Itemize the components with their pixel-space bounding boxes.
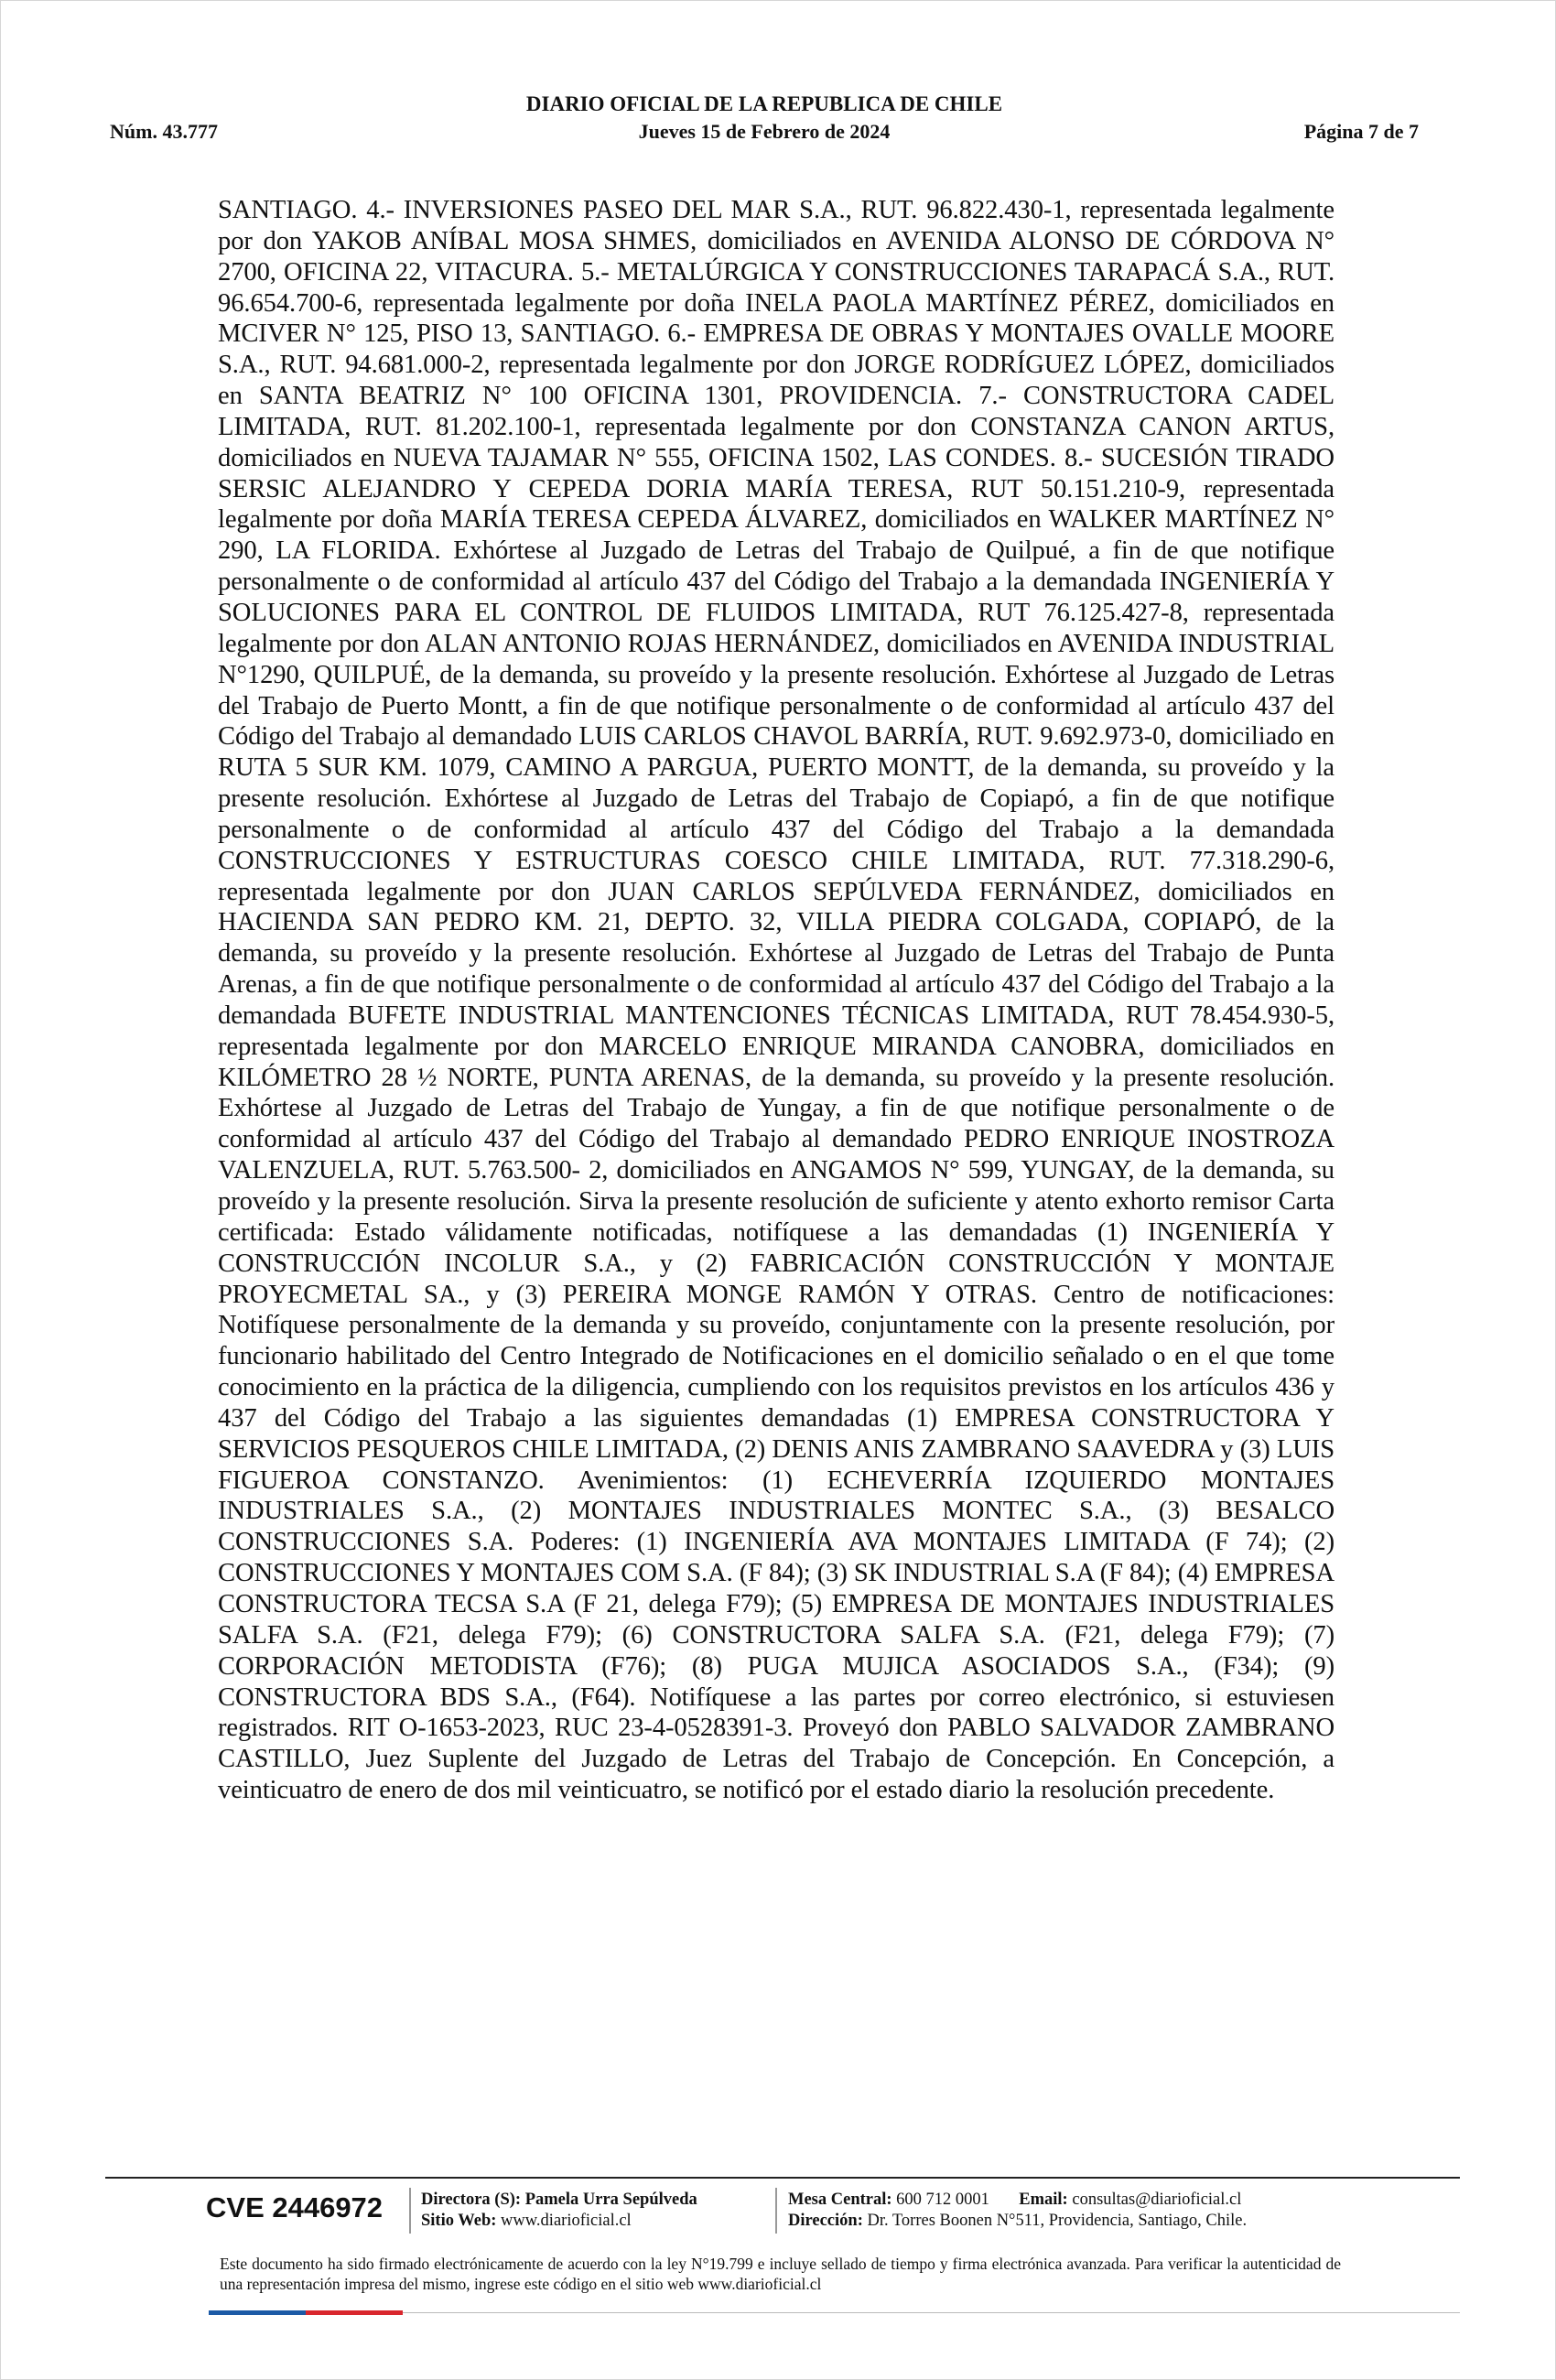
email-link[interactable]: consultas@diarioficial.cl <box>1072 2191 1242 2209</box>
page-indicator: Página 7 de 7 <box>1303 120 1419 143</box>
footer-separator <box>775 2188 777 2234</box>
cve-code: CVE 2446972 <box>206 2191 384 2223</box>
email-label: Email: <box>1019 2191 1068 2209</box>
phone-value: 600 712 0001 <box>896 2191 989 2209</box>
issue-number: Núm. 43.777 <box>110 120 218 143</box>
website-label: Sitio Web: <box>421 2212 497 2230</box>
phone-label: Mesa Central: <box>788 2191 892 2209</box>
page-header <box>110 93 1419 146</box>
footer-contact-left <box>421 2190 697 2232</box>
issue-date: Jueves 15 de Febrero de 2024 <box>638 120 891 143</box>
footer-divider <box>105 2177 1460 2179</box>
publication-title: DIARIO OFICIAL DE LA REPUBLICA DE CHILE <box>525 92 1003 115</box>
body-text: SANTIAGO. 4.- INVERSIONES PASEO DEL MAR S.A., RUT. 96.822.430-1, representada legalmente por don YAKOB ANÍBAL MOSA SHMES, domiciliados en AVENIDA ALONSO DE CÓRDOVA N° 2700, OFICINA 22, VITACURA. 5.- METALÚRGICA Y CONSTRUCCIONES TARAPACÁ S.A., RUT. 96.654.700-6, representada legalmente por doña INELA PAOLA MARTÍNEZ PÉREZ, domiciliados en MCIVER N° 125, PISO 13, SANTIAGO. 6.- EMPRESA DE OBRAS Y MONTAJES OVALLE MOORE S.A., RUT. 94.681.000-2, representada legalmente por don JORGE RODRÍGUEZ LÓPEZ, domiciliados en SANTA BEATRIZ N° 100 OFICINA 1301, PROVIDENCIA. 7.- CONSTRUCTORA CADEL LIMITADA, RUT. 81.202.100-1, representada legalmente por don CONSTANZA CANON ARTUS, domiciliados en NUEVA TAJAMAR N° 555, OFICINA 1502, LAS CONDES. 8.- SUCESIÓN TIRADO SERSIC ALEJANDRO Y CEPEDA DORIA MARÍA TERESA, RUT 50.151.210-9, representada legalmente por doña MARÍA TERESA CEPEDA ÁLVAREZ, domiciliados en WALKER MARTÍNEZ N° 290, LA FLORIDA. Exhórtese al Juzgado de Letras del Trabajo de Quilpué, a fin de que notifique personalmente o de conformidad al artículo 437 del Código del Trabajo a la demandada INGENIERÍA Y SOLUCIONES PARA EL CONTROL DE FLUIDOS LIMITADA, RUT 76.125.427-8, representada legalmente por don ALAN ANTONIO ROJAS HERNÁNDEZ, domiciliados en AVENIDA INDUSTRIAL N°1290, QUILPUÉ, de la demanda, su proveído y la presente resolución. Exhórtese al Juzgado de Letras del Trabajo de Puerto Montt, a fin de que notifique personalmente o de conformidad al artículo 437 del Código del Trabajo al demandado LUIS CARLOS CHAVOL BARRÍA, RUT. 9.692.973-0, domiciliado en RUTA 5 SUR KM. 1079, CAMINO A PARGUA, PUERTO MONTT, de la demanda, su proveído y la presente resolución. Exhórtese al Juzgado de Letras del Trabajo de Copiapó, a fin de que notifique personalmente o de conformidad al artículo 437 del Código del Trabajo a la demandada CONSTRUCCIONES Y ESTRUCTURAS COESCO CHILE LIMITADA, RUT. 77.318.290-6, representada legalmente por don JUAN CARLOS SEPÚLVEDA FERNÁNDEZ, domiciliados en HACIENDA SAN PEDRO KM. 21, DEPTO. 32, VILLA PIEDRA COLGADA, COPIAPÓ, de la demanda, su proveído y la presente resolución. Exhórtese al Juzgado de Letras del Trabajo de Punta Arenas, a fin de que notifique personalmente o de conformidad al artículo 437 del Código del Trabajo a la demandada BUFETE INDUSTRIAL MANTENCIONES TÉCNICAS LIMITADA, RUT 78.454.930-5, representada legalmente por don MARCELO ENRIQUE MIRANDA CANOBRA, domiciliados en KILÓMETRO 28 ½ NORTE, PUNTA ARENAS, de la demanda, su proveído y la presente resolución. Exhórtese al Juzgado de Letras del Trabajo de Yungay, a fin de que notifique personalmente o de conformidad al artículo 437 del Código del Trabajo al demandado PEDRO ENRIQUE INOSTROZA VALENZUELA, RUT. 5.763.500- 2, domiciliados en ANGAMOS N° 599, YUNGAY, de la demanda, su proveído y la presente resolución. Sirva la presente resolución de suficiente y atento exhorto remisor Carta certificada: Estado válidamente notificadas, notifíquese a las demandadas (1) INGENIERÍA Y CONSTRUCCIÓN INCOLUR S.A., y (2) FABRICACIÓN CONSTRUCCIÓN Y MONTAJE PROYECMETAL SA., y (3) PEREIRA MONGE RAMÓN Y OTRAS. Centro de notificaciones: Notifíquese personalmente de la demanda y su proveído, conjuntamente con la presente resolución, por funcionario habilitado del Centro Integrado de Notificaciones en el domicilio señalado o en el que tome conocimiento en la práctica de la diligencia, cumpliendo con los requisitos previstos en los artículos 436 y 437 del Código del Trabajo a las siguientes demandadas (1) EMPRESA CONSTRUCTORA Y SERVICIOS PESQUEROS CHILE LIMITADA, (2) DENIS ANIS ZAMBRANO SAAVEDRA y (3) LUIS FIGUEROA CONSTANZO. Avenimientos: (1) ECHEVERRÍA IZQUIERDO MONTAJES INDUSTRIALES S.A., (2) MONTAJES INDUSTRIALES MONTEC S.A., (3) BESALCO CONSTRUCCIONES S.A. Poderes: (1) INGENIERÍA AVA MONTAJES LIMITADA (F 74); (2) CONSTRUCCIONES Y MONTAJES COM S.A. (F 84); (3) SK INDUSTRIAL S.A (F 84); (4) EMPRESA CONSTRUCTORA TECSA S.A (F 21, delega F79); (5) EMPRESA DE MONTAJES INDUSTRIALES SALFA S.A. (F21, delega F79); (6) CONSTRUCTORA SALFA S.A. (F21, delega F79); (7) CORPORACIÓN METODISTA (F76); (8) PUGA MUJICA ASOCIADOS S.A., (F34); (9) CONSTRUCTORA BDS S.A., (F64). Notifíquese a las partes por correo electrónico, si estuviesen registrados. RIT O-1653-2023, RUC 23-4-0528391-3. Proveyó don PABLO SALVADOR ZAMBRANO CASTILLO, Juez Suplente del Juzgado de Letras del Trabajo de Concepción. En Concepción, a veinticuatro de enero de dos mil veinticuatro, se notificó por el estado diario la resolución precedente. <box>218 196 1334 1805</box>
footer-contact-right <box>788 2190 1247 2232</box>
header-row <box>110 122 1419 146</box>
director-name: Pamela Urra Sepúlveda <box>524 2191 697 2209</box>
legal-note: Este documento ha sido firmado electrónicamente de acuerdo con la ley N°19.799 e incluye sellado de tiempo y firma electrónica avanzada. Para verificar la autenticidad de una representación impresa del mismo, ingrese este código en el sitio web www.diarioficial.cl <box>220 2255 1341 2293</box>
flag-stripe-red <box>306 2310 403 2315</box>
flag-stripe-blue <box>209 2310 306 2315</box>
director-label: Directora (S): <box>421 2191 522 2209</box>
address-value: Dr. Torres Boonen N°511, Providencia, Santiago, Chile. <box>867 2212 1248 2230</box>
bottom-rule <box>403 2312 1460 2313</box>
website-link[interactable]: www.diarioficial.cl <box>501 2212 632 2230</box>
footer-separator <box>409 2188 411 2234</box>
address-label: Dirección: <box>788 2212 863 2230</box>
